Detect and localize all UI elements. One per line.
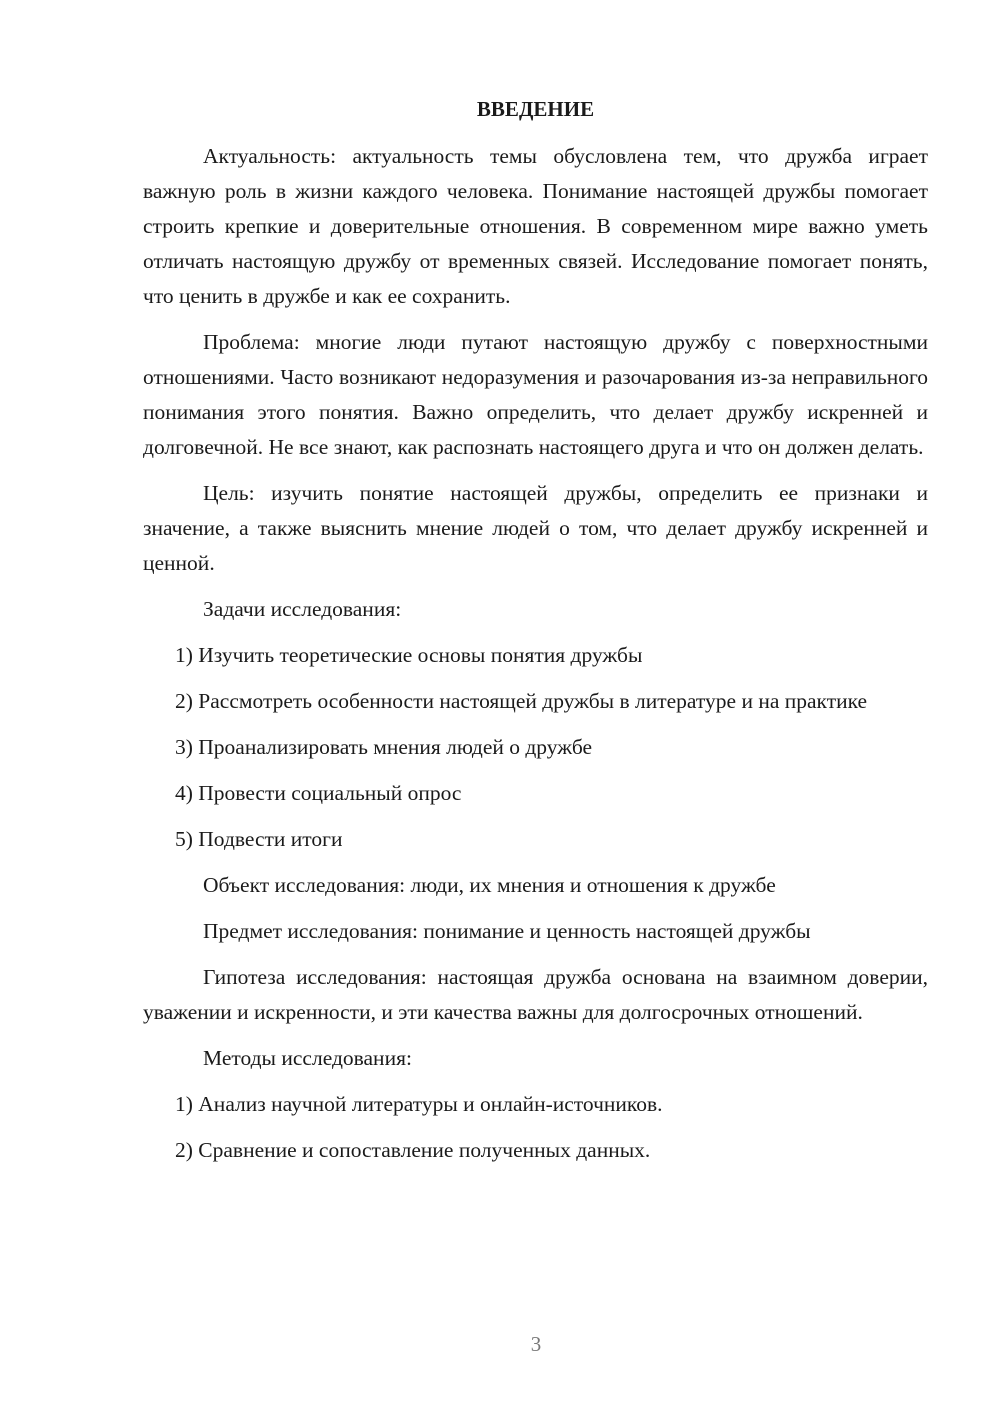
problem-paragraph: Проблема: многие люди путают настоящую дружбу с поверхностными отношениями. Часто возникают недоразумения и разочарования из-за неправильного понимания этого понятия. Важно определить, что делает дружбу искренней и долговечной. Не все знают, как распознать настоящего друга и что он должен делать. [143, 330, 928, 459]
subject-line: Предмет исследования: понимание и ценность настоящей дружбы [203, 919, 811, 943]
goal-paragraph: Цель: изучить понятие настоящей дружбы, определить ее признаки и значение, а также выяснить мнение людей о том, что делает дружбу искренней и ценной. [143, 481, 928, 575]
hypothesis-paragraph: Гипотеза исследования: настоящая дружба основана на взаимном доверии, уважении и искренности, и эти качества важны для долгосрочных отношений. [143, 965, 928, 1024]
page-number: 3 [530, 1332, 542, 1356]
method-item-2: 2) Сравнение и сопоставление полученных данных. [175, 1138, 651, 1162]
relevance-paragraph: Актуальность: актуальность темы обусловлена тем, что дружба играет важную роль в жизни каждого человека. Понимание настоящей дружбы помогает строить крепкие и доверительные отношения. В современном мире важно уметь отличать настоящую дружбу от временных связей. Исследование помогает понять, что ценить в дружбе и как ее сохранить. [143, 144, 928, 308]
task-item-4: 4) Провести социальный опрос [175, 781, 462, 805]
methods-heading: Методы исследования: [203, 1046, 412, 1070]
task-item-1: 1) Изучить теоретические основы понятия дружбы [175, 643, 643, 667]
task-item-2: 2) Рассмотреть особенности настоящей дружбы в литературе и на практике [175, 689, 868, 713]
document-page [143, 92, 928, 1179]
object-line: Объект исследования: люди, их мнения и отношения к дружбе [203, 873, 776, 897]
task-item-5: 5) Подвести итоги [175, 827, 343, 851]
task-item-3: 3) Проанализировать мнения людей о дружбе [175, 735, 593, 759]
method-item-1: 1) Анализ научной литературы и онлайн-источников. [175, 1092, 663, 1116]
section-title: ВВЕДЕНИЕ [476, 97, 595, 121]
tasks-heading: Задачи исследования: [203, 597, 402, 621]
